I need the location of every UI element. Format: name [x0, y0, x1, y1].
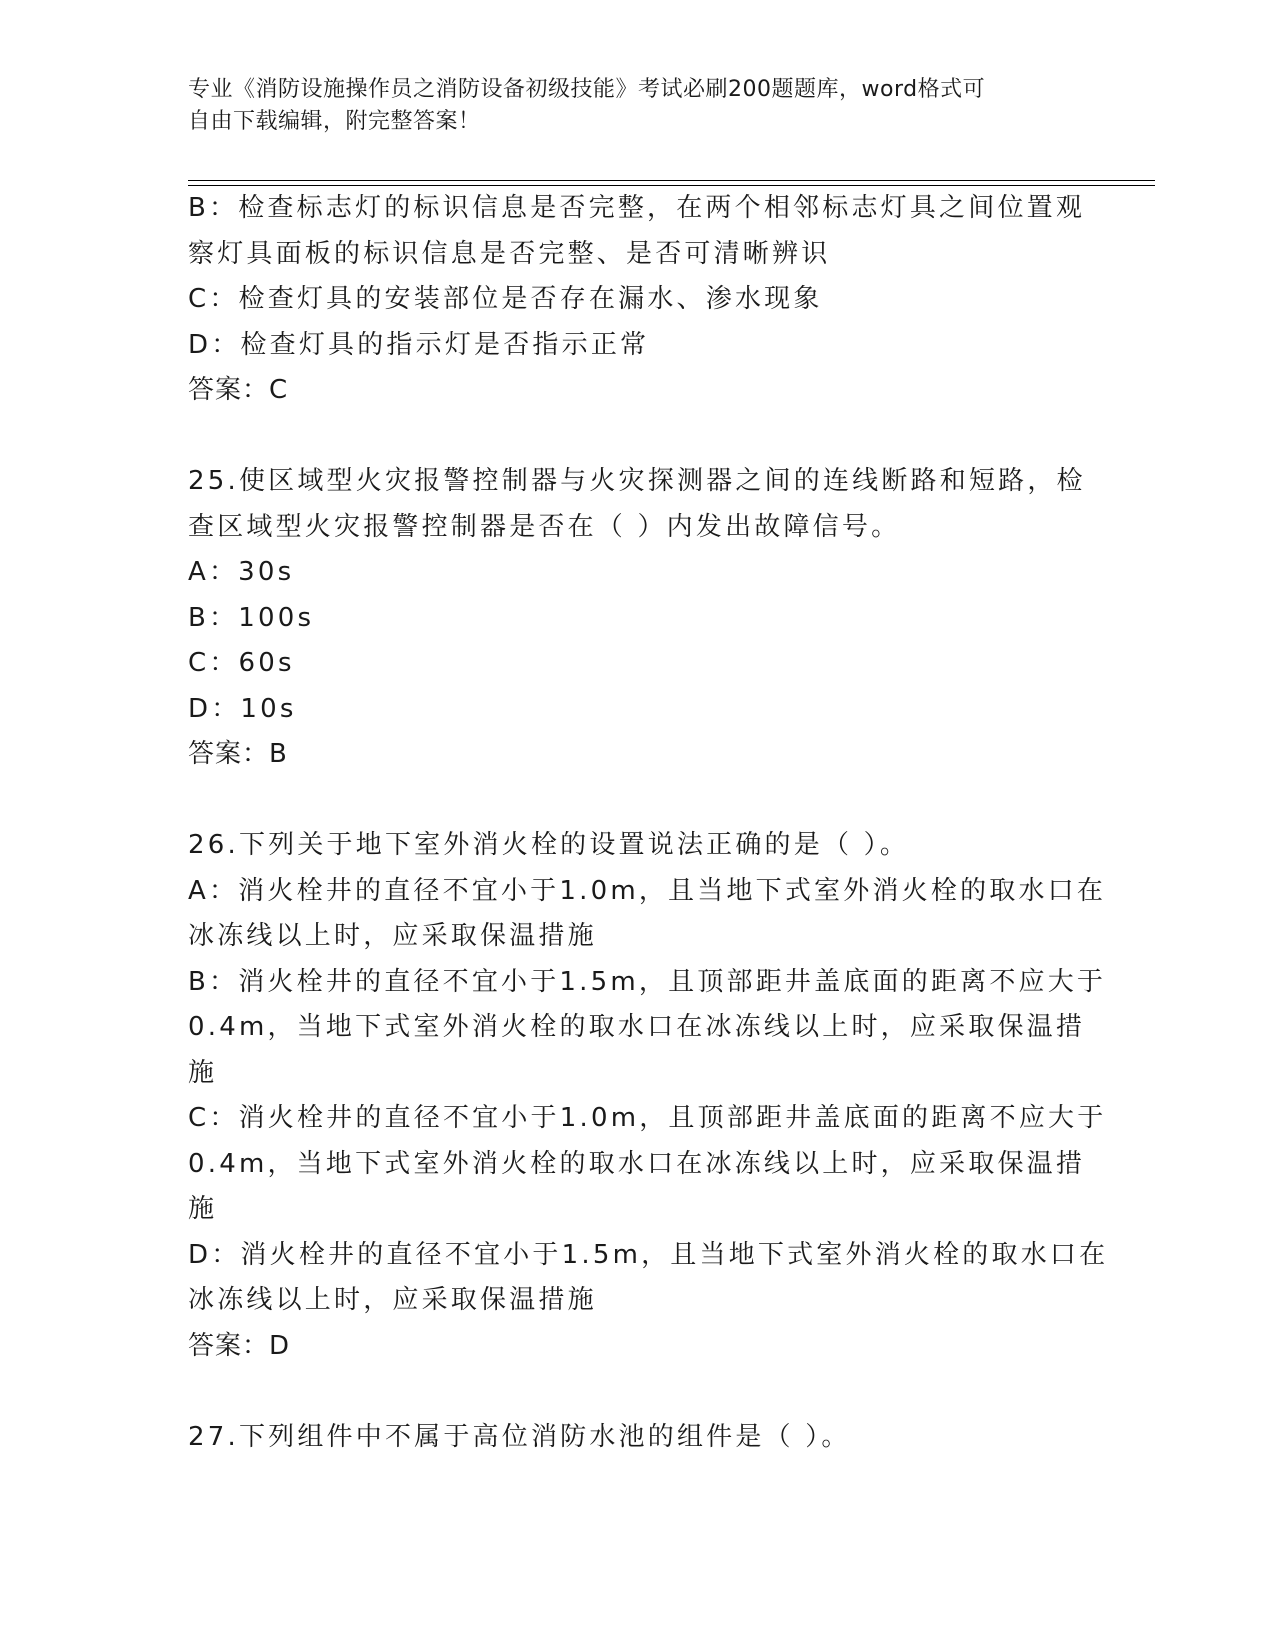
option-b-line-3: 施: [188, 1057, 218, 1088]
option-c-line-2: 0.4m，当地下式室外消火栓的取水口在冰冻线以上时，应采取保温措: [188, 1148, 1086, 1179]
question-stem: 27.下列组件中不属于高位消防水池的组件是（ ）。: [188, 1421, 851, 1452]
option-b-line-2: 察灯具面板的标识信息是否完整、是否可清晰辨识: [188, 238, 831, 269]
question-24: [188, 186, 1088, 414]
option-d-line-1: D：消火栓井的直径不宜小于1.5m，且当地下式室外消火栓的取水口在: [188, 1239, 1109, 1270]
option-b-line-2: 0.4m，当地下式室外消火栓的取水口在冰冻线以上时，应采取保温措: [188, 1012, 1086, 1042]
option-d: D：10s: [188, 693, 297, 724]
question-25: [188, 459, 1088, 778]
option-a: A：30s: [188, 557, 295, 587]
document-header: [188, 74, 1088, 138]
option-c: C：60s: [188, 648, 295, 678]
header-title-line-2: 自由下载编辑，附完整答案！: [188, 109, 481, 134]
question-26: [188, 823, 1109, 1369]
option-c-line-1: C：消火栓井的直径不宜小于1.0m，且顶部距井盖底面的距离不应大于: [188, 1103, 1107, 1133]
option-b: B：100s: [188, 602, 315, 633]
option-a-line-2: 冰冻线以上时，应采取保温措施: [188, 921, 597, 951]
question-stem-line-2: 查区域型火灾报警控制器是否在（ ）内发出故障信号。: [188, 511, 901, 542]
option-d-line-2: 冰冻线以上时，应采取保温措施: [188, 1285, 597, 1315]
option-c: C：检查灯具的安装部位是否存在漏水、渗水现象: [188, 284, 823, 314]
option-b-line-1: B：消火栓井的直径不宜小于1.5m，且顶部距井盖底面的距离不应大于: [188, 966, 1107, 997]
option-c-line-3: 施: [188, 1194, 218, 1224]
spacer: [188, 414, 1088, 460]
question-stem-line-1: 25.使区域型火灾报警控制器与火灾探测器之间的连线断路和短路，检: [188, 466, 1086, 496]
answer: 答案：C: [188, 375, 289, 405]
spacer: [188, 1369, 1088, 1415]
answer: 答案：D: [188, 1330, 291, 1361]
spacer: [188, 778, 1088, 824]
question-stem: 26.下列关于地下室外消火栓的设置说法正确的是（ ）。: [188, 830, 910, 860]
answer: 答案：B: [188, 739, 288, 769]
header-title-line-1: 专业《消防设施操作员之消防设备初级技能》考试必刷200题题库，word格式可: [188, 77, 986, 102]
question-27: [188, 1415, 1088, 1461]
option-a-line-1: A：消火栓井的直径不宜小于1.0m，且当地下式室外消火栓的取水口在: [188, 875, 1107, 906]
option-d: D：检查灯具的指示灯是否指示正常: [188, 329, 650, 360]
question-content: [188, 186, 1109, 1460]
option-b-line-1: B：检查标志灯的标识信息是否完整，在两个相邻标志灯具之间位置观: [188, 193, 1086, 223]
